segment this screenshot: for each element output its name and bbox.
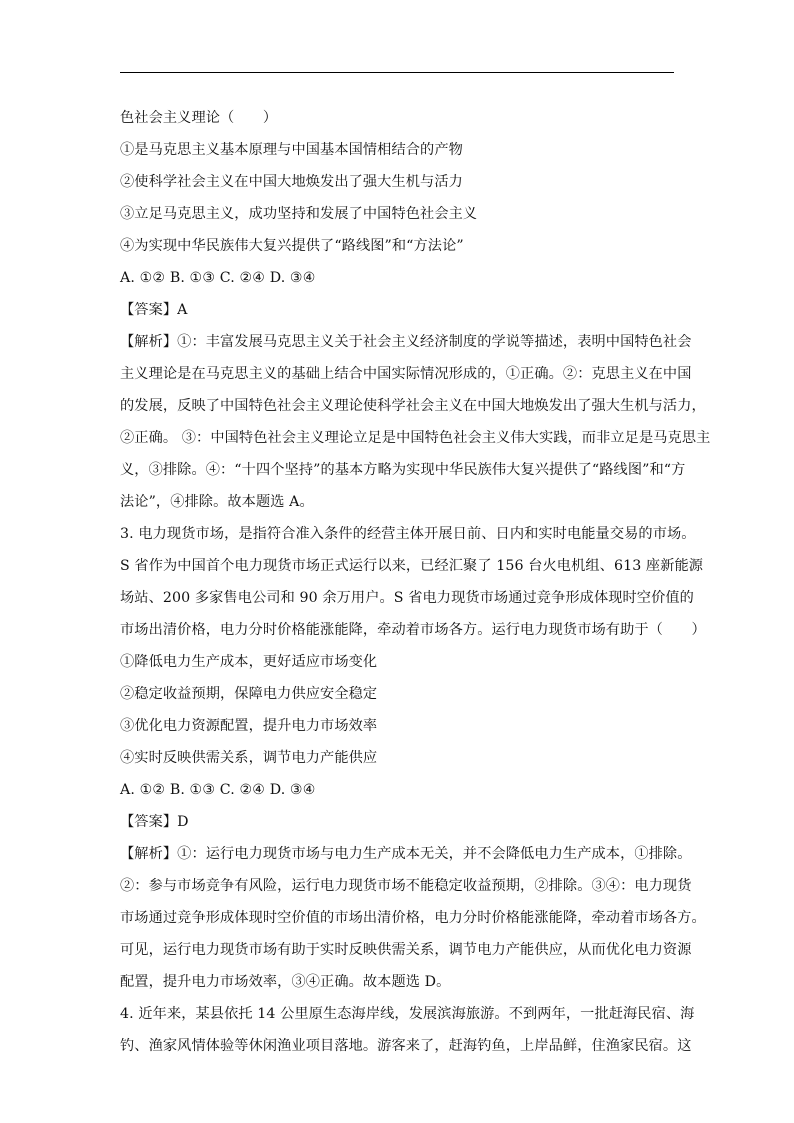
question-3-stem: 场站、200 多家售电公司和 90 余万用户。S 省电力现货市场通过竞争形成体现时空价值的: [120, 590, 694, 606]
analysis-line: 法论”，④排除。故本题选 A。: [120, 494, 314, 510]
analysis-line: ②：参与市场竞争有风险，运行电力现货市场不能稳定收益预期，②排除。③④：电力现货: [120, 878, 692, 894]
question-3-stem: S 省作为中国首个电力现货市场正式运行以来，已经汇聚了 156 台火电机组、613 座新能源: [120, 558, 704, 574]
analysis-line: 主义理论是在马克思主义的基础上结合中国实际情况形成的，①正确。②：克思主义在中国: [120, 366, 692, 382]
answer-choices: A. ①② B. ①③ C. ②④ D. ③④: [120, 270, 316, 286]
answer-choices: A. ①② B. ①③ C. ②④ D. ③④: [120, 782, 316, 798]
option-statement-1: ①降低电力生产成本，更好适应市场变化: [120, 654, 378, 670]
analysis-line: 【解析】①：丰富发展马克思主义关于社会主义经济制度的学说等描述，表明中国特色社会: [120, 334, 692, 350]
question-4-stem: 4. 近年来，某县依托 14 公里原生态海岸线，发展滨海旅游。不到两年，一批赶海民宿、海: [120, 1006, 695, 1022]
answer-label: 【答案】D: [120, 814, 189, 830]
answer-label: 【答案】A: [120, 302, 188, 318]
option-statement-3: ③立足马克思主义，成功坚持和发展了中国特色社会主义: [120, 206, 478, 222]
header-rule: [120, 72, 674, 73]
question-3-stem: 市场出清价格，电力分时价格能涨能降，牵动着市场各方。运行电力现货市场有助于（ ）: [120, 622, 706, 638]
option-statement-3: ③优化电力资源配置，提升电力市场效率: [120, 718, 378, 734]
option-statement-2: ②使科学社会主义在中国大地焕发出了强大生机与活力: [120, 174, 463, 190]
option-statement-2: ②稳定收益预期，保障电力供应安全稳定: [120, 686, 378, 702]
question-stem-continuation: 色社会主义理论（ ）: [120, 110, 278, 126]
question-3-stem: 3. 电力现货市场，是指符合准入条件的经营主体开展日前、日内和实时电能量交易的市场。: [120, 526, 696, 542]
analysis-line: 可见，运行电力现货市场有助于实时反映供需关系，调节电力产能供应，从而优化电力资源: [120, 942, 692, 958]
analysis-line: 的发展，反映了中国特色社会主义理论使科学社会主义在中国大地焕发出了强大生机与活力，: [120, 398, 706, 414]
question-4-stem: 钓、渔家风情体验等休闲渔业项目落地。游客来了，赶海钓鱼，上岸品鲜，住渔家民宿。这: [120, 1038, 692, 1054]
document-body: [120, 102, 711, 1062]
option-statement-1: ①是马克思主义基本原理与中国基本国情相结合的产物: [120, 142, 463, 158]
analysis-line: 市场通过竞争形成体现时空价值的市场出清价格，电力分时价格能涨能降，牵动着市场各方。: [120, 910, 706, 926]
option-statement-4: ④实时反映供需关系，调节电力产能供应: [120, 750, 378, 766]
analysis-line: 配置，提升电力市场效率，③④正确。故本题选 D。: [120, 974, 451, 990]
analysis-line: 【解析】①：运行电力现货市场与电力生产成本无关，并不会降低电力生产成本，①排除。: [120, 846, 692, 862]
option-statement-4: ④为实现中华民族伟大复兴提供了“路线图”和“方法论”: [120, 238, 464, 254]
analysis-line: ②正确。 ③：中国特色社会主义理论立足是中国特色社会主义伟大实践，而非立足是马克思主: [120, 430, 711, 446]
analysis-line: 义，③排除。④：“十四个坚持”的基本方略为实现中华民族伟大复兴提供了“路线图”和“方: [120, 462, 686, 478]
